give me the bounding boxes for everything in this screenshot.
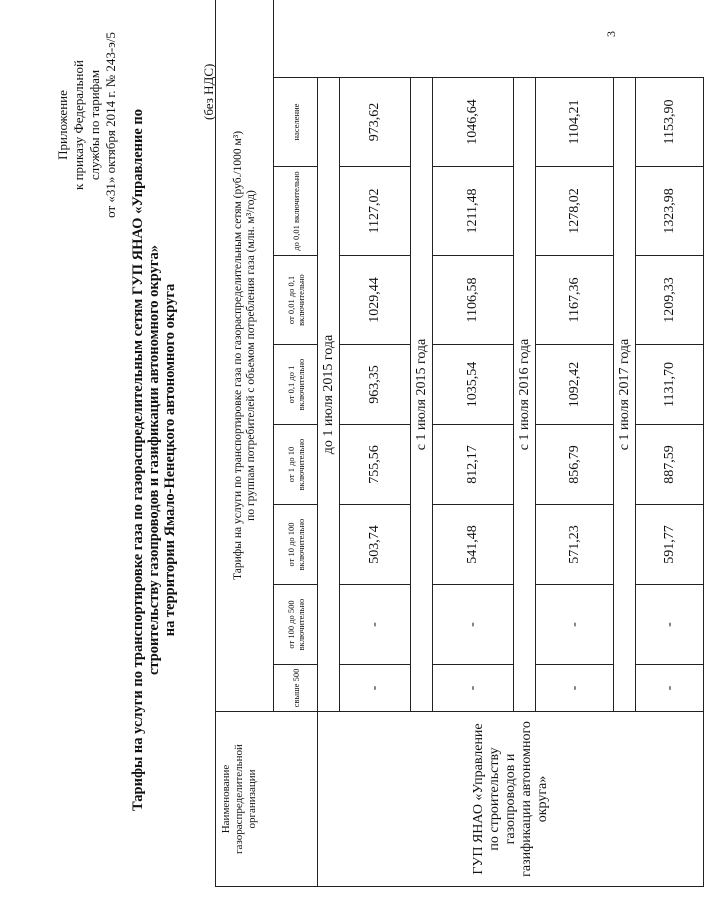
appendix-line: службы по тарифам: [87, 69, 102, 181]
tariff-cell: -: [340, 585, 411, 665]
tariff-table: [215, 0, 704, 887]
spacer-cell: [411, 0, 433, 78]
spacer-cell: [636, 0, 704, 78]
period-label: с 1 июля 2016 года: [514, 78, 536, 712]
tariff-cell: 1323,98: [636, 167, 704, 256]
tariff-cell: -: [636, 665, 704, 712]
group-header: до 0,01 включительно: [274, 167, 318, 256]
tariff-cell: 812,17: [433, 425, 514, 505]
spacer-cell: [318, 0, 340, 78]
tariff-cell: 1278,02: [536, 167, 614, 256]
tariff-cell: -: [340, 665, 411, 712]
tariff-header-line: Тарифы на услуги по транспортировке газа по газораспределительным сетям (руб./1000 м³): [231, 130, 244, 580]
tariff-cell: 856,79: [536, 425, 614, 505]
spacer-cell: [614, 0, 636, 78]
group-header: свыше 500: [274, 665, 318, 712]
tariff-cell: 755,56: [340, 425, 411, 505]
group-header: от 0,1 до 1 включительно: [274, 345, 318, 425]
tariff-cell: 887,59: [636, 425, 704, 505]
tariff-cell: 973,62: [340, 78, 411, 167]
tariff-cell: 1029,44: [340, 256, 411, 345]
title-line: на территории Ямало-Ненецкого автономного округа: [162, 283, 178, 637]
tariff-cell: 1106,58: [433, 256, 514, 345]
organization-column-header: Наименование газораспределительной организации: [216, 712, 318, 887]
tariff-cell: 1167,36: [536, 256, 614, 345]
tariff-cell: 1046,64: [433, 78, 514, 167]
tariff-cell: 1131,70: [636, 345, 704, 425]
tariff-cell: 541,48: [433, 505, 514, 585]
tariff-cell: -: [536, 585, 614, 665]
period-label: с 1 июля 2017 года: [614, 78, 636, 712]
tariff-header-line: по группам потребителей с объемом потребления газа (млн. м³/год): [244, 190, 257, 521]
tariff-cell: -: [433, 665, 514, 712]
tariff-cell: 1127,02: [340, 167, 411, 256]
group-header: от 100 до 500 включительно: [274, 585, 318, 665]
appendix-line: от «31» октября 2014 г. № 243-э/5: [103, 32, 118, 218]
tariff-cell: -: [636, 585, 704, 665]
spacer-cell: [433, 0, 514, 78]
tariff-cell: 503,74: [340, 505, 411, 585]
title-line: Тарифы на услуги по транспортировке газа по газораспределительным сетям ГУП ЯНАО «Управление по: [130, 108, 146, 812]
title-line: строительству газопроводов и газификации автономного округа»: [146, 245, 162, 675]
document-title: [130, 55, 178, 865]
group-header: от 0,01 до 0,1 включительно: [274, 256, 318, 345]
tariff-cell: 591,77: [636, 505, 704, 585]
spacer-cell: [274, 0, 318, 78]
spacer-cell: [514, 0, 536, 78]
tariff-cell: 1209,33: [636, 256, 704, 345]
tariff-cell: 1104,21: [536, 78, 614, 167]
period-label: с 1 июля 2015 года: [411, 78, 433, 712]
tariff-cell: 1153,90: [636, 78, 704, 167]
spacer-cell: [340, 0, 411, 78]
tariff-cell: 1092,42: [536, 345, 614, 425]
tariff-cell: -: [433, 585, 514, 665]
tariff-cell: -: [536, 665, 614, 712]
tariff-cell: 963,35: [340, 345, 411, 425]
period-label: до 1 июля 2015 года: [318, 78, 340, 712]
tariff-cell: 1211,48: [433, 167, 514, 256]
spacer-cell: [536, 0, 614, 78]
appendix-line: Приложение: [55, 90, 70, 160]
page-number: 3: [604, 31, 618, 37]
group-header: население: [274, 78, 318, 167]
tariff-cell: 571,23: [536, 505, 614, 585]
vat-note: (без НДС): [201, 63, 216, 120]
tariff-cell: 1035,54: [433, 345, 514, 425]
organization-name: ГУП ЯНАО «Управление по строительству газопроводов и газификации автономного округа»: [318, 712, 704, 887]
appendix-block: [55, 10, 119, 240]
appendix-line: к приказу Федеральной: [71, 60, 86, 190]
group-header: от 10 до 100 включительно: [274, 505, 318, 585]
group-header: от 1 до 10 включительно: [274, 425, 318, 505]
tariff-group-header: [216, 0, 274, 712]
